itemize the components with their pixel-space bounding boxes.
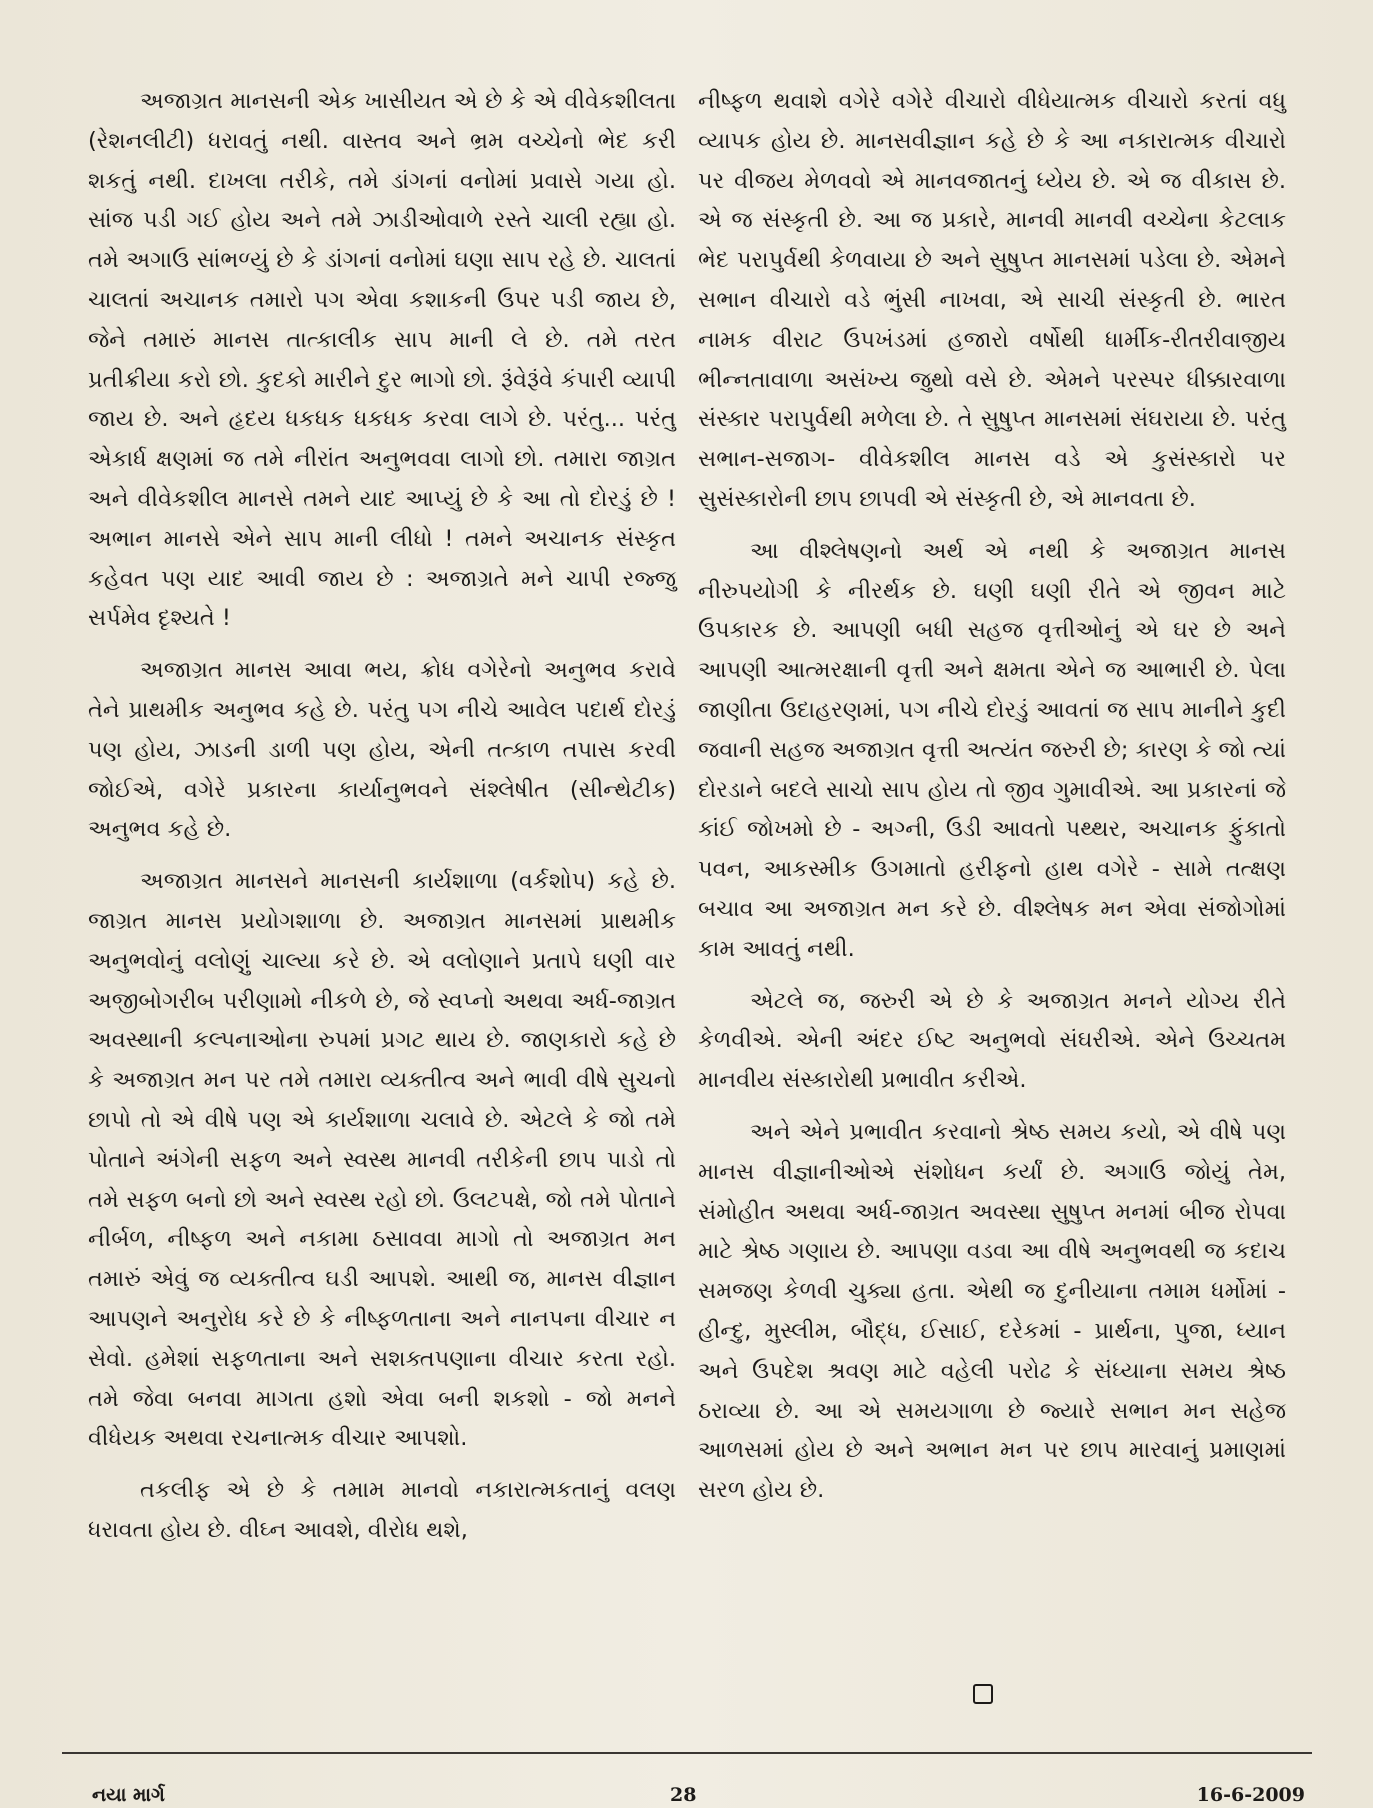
publication-name: નયા માર્ગ [92,1784,165,1806]
page-number: 28 [670,1784,697,1806]
paragraph: આ વીશ્લેષણનો અર્થ એ નથી કે અજાગ્રત માનસ નીરુપયોગી કે નીરર્થક છે. ઘણી ઘણી રીતે એ જીવન માટે ઉપકારક છે. આપણી બધી સહજ વૃત્તીઓનું એ ઘર છે અને આપણી આત્મરક્ષાની વૃત્તી અને ક્ષમતા એને જ આભારી છે. પેલા જાણીતા ઉદાહરણમાં, પગ નીચે દોરડું આવતાં જ સાપ માનીને કુદી જવાની સહજ અજાગ્રત વૃત્તી અત્યંત જરુરી છે; કારણ કે જો ત્યાં દોરડાને બદલે સાચો સાપ હોય તો જીવ ગુમાવીએ. આ પ્રકારનાં જે કાંઈ જોખમો છે - અગ્ની, ઉડી આવતો પથ્થર, અચાનક ફુંકાતો પવન, આકસ્મીક ઉગમાતો હરીફનો હાથ વગેરે - સામે તત્ક્ષણ બચાવ આ અજાગ્રત મન કરે છે. વીશ્લેષક મન એવા સંજોગોમાં કામ આવતું નથી. [698,537,1286,962]
end-of-article-icon [973,1684,993,1704]
paragraph: નીષ્ફળ થવાશે વગેરે વગેરે વીચારો વીધેયાત્મક વીચારો કરતાં વધુ વ્યાપક હોય છે. માનસવીજ્ઞાન કહે છે કે આ નકારાત્મક વીચારો પર વીજય મેળવવો એ માનવજાતનું ધ્યેય છે. એ જ વીકાસ છે. એ જ સંસ્કૃતી છે. આ જ પ્રકારે, માનવી માનવી વચ્ચેના કેટલાક ભેદ પરાપુર્વથી કેળવાયા છે અને સુષુપ્ત માનસમાં પડેલા છે. એમને સભાન વીચારો વડે ભુંસી નાખવા, એ સાચી સંસ્કૃતી છે. ભારત નામક વીરાટ ઉપખંડમાં હજારો વર્ષોથી ધાર્મીક-રીતરીવાજીય ભીન્નતાવાળા અસંખ્ય જુથો વસે છે. એમને પરસ્પર ધીક્કારવાળા સંસ્કાર પરાપુર્વથી મળેલા છે. તે સુષુપ્ત માનસમાં સંઘરાયા છે. પરંતુ સભાન-સજાગ- વીવેકશીલ માનસ વડે એ કુસંસ્કારો પર સુસંસ્કારોની છાપ છાપવી એ સંસ્કૃતી છે, એ માનવતા છે. [698,88,1286,512]
left-column [88,82,676,1563]
paragraph: તકલીફ એ છે કે તમામ માનવો નકારાત્મકતાનું વલણ ધરાવતા હોય છે. વીઘ્ન આવશે, વીરોધ થશે, [88,1477,676,1543]
issue-date: 16-6-2009 [1196,1784,1305,1806]
footer-divider [62,1752,1312,1754]
paragraph: અજાગ્રત માનસ આવા ભય, ક્રોધ વગેરેનો અનુભવ કરાવે તેને પ્રાથમીક અનુભવ કહે છે. પરંતુ પગ નીચે આવેલ પદાર્થ દોરડું પણ હોય, ઝાડની ડાળી પણ હોય, એની તત્કાળ તપાસ કરવી જોઈએ, વગેરે પ્રકારના કાર્યાનુભવને સંશ્લેષીત (સીન્થેટીક) અનુભવ કહે છે. [88,657,676,843]
paragraph: અજાગ્રત માનસની એક ખાસીયત એ છે કે એ વીવેકશીલતા (રેશનલીટી) ધરાવતું નથી. વાસ્તવ અને ભ્રમ વચ્ચેનો ભેદ કરી શકતું નથી. દાખલા તરીકે, તમે ડાંગનાં વનોમાં પ્રવાસે ગયા હો. સાંજ પડી ગઈ હોય અને તમે ઝાડીઓવાળે રસ્તે ચાલી રહ્યા હો. તમે અગાઉ સાંભળ્યું છે કે ડાંગનાં વનોમાં ઘણા સાપ રહે છે. ચાલતાં ચાલતાં અચાનક તમારો પગ એવા કશાકની ઉપર પડી જાય છે, જેને તમારું માનસ તાત્કાલીક સાપ માની લે છે. તમે તરત પ્રતીક્રીયા કરો છો. કુદકો મારીને દુર ભાગો છો. રૂંવેરૂંવે કંપારી વ્યાપી જાય છે. અને હૃદય ધકધક ધકધક કરવા લાગે છે. પરંતુ... પરંતુ એકાર્ધ ક્ષણમાં જ તમે નીરાંત અનુભવવા લાગો છો. તમારા જાગ્રત અને વીવેકશીલ માનસે તમને યાદ આપ્યું છે કે આ તો દોરડું છે ! અભાન માનસે એને સાપ માની લીધો ! તમને અચાનક સંસ્કૃત કહેવત પણ યાદ આવી જાય છે : અજાગ્રતે મને ચાપી રજ્જુ સર્પમેવ દૃશ્યતે ! [88,88,676,632]
paragraph: એટલે જ, જરુરી એ છે કે અજાગ્રત મનને યોગ્ય રીતે કેળવીએ. એની અંદર ઈષ્ટ અનુભવો સંઘરીએ. એને ઉચ્ચતમ માનવીય સંસ્કારોથી પ્રભાવીત કરીએ. [698,987,1286,1094]
right-column [698,82,1286,1523]
paragraph: અને એને પ્રભાવીત કરવાનો શ્રેષ્ઠ સમય કયો, એ વીષે પણ માનસ વીજ્ઞાનીઓએ સંશોધન કર્યાં છે. અગાઉ જોયું તેમ, સંમોહીત અથવા અર્ધ-જાગ્રત અવસ્થા સુષુપ્ત મનમાં બીજ રોપવા માટે શ્રેષ્ઠ ગણાય છે. આપણા વડવા આ વીષે અનુભવથી જ કદાચ સમજણ કેળવી ચુક્યા હતા. એથી જ દુનીયાના તમામ ધર્મોમાં - હીન્દુ, મુસ્લીમ, બૌદ્ધ, ઈસાઈ, દરેકમાં - પ્રાર્થના, પુજા, ધ્યાન અને ઉપદેશ શ્રવણ માટે વહેલી પરોઢ કે સંધ્યાના સમય શ્રેષ્ઠ ઠરાવ્યા છે. આ એ સમયગાળા છે જ્યારે સભાન મન સહેજ આળસમાં હોય છે અને અભાન મન પર છાપ મારવાનું પ્રમાણમાં સરળ હોય છે. [698,1118,1286,1504]
paragraph: અજાગ્રત માનસને માનસની કાર્યશાળા (વર્કશોપ) કહે છે. જાગ્રત માનસ પ્રયોગશાળા છે. અજાગ્રત માનસમાં પ્રાથમીક અનુભવોનું વલોણું ચાલ્યા કરે છે. એ વલોણાને પ્રતાપે ઘણી વાર અજીબોગરીબ પરીણામો નીકળે છે, જે સ્વપ્નો અથવા અર્ધ-જાગ્રત અવસ્થાની કલ્પનાઓના રુપમાં પ્રગટ થાય છે. જાણકારો કહે છે કે અજાગ્રત મન પર તમે તમારા વ્યક્તીત્વ અને ભાવી વીષે સુચનો છાપો તો એ વીષે પણ એ કાર્યશાળા ચલાવે છે. એટલે કે જો તમે પોતાને અંગેની સફળ અને સ્વસ્થ માનવી તરીકેની છાપ પાડો તો તમે સફળ બનો છો અને સ્વસ્થ રહો છો. ઉલટપક્ષે, જો તમે પોતાને નીર્બળ, નીષ્ફળ અને નકામા ઠસાવવા માગો તો અજાગ્રત મન તમારું એવું જ વ્યક્તીત્વ ઘડી આપશે. આથી જ, માનસ વીજ્ઞાન આપણને અનુરોધ કરે છે કે નીષ્ફળતાના અને નાનપના વીચાર ન સેવો. હમેશાં સફળતાના અને સશક્તપણાના વીચાર કરતા રહો. તમે જેવા બનવા માગતા હશો એવા બની શકશો - જો મનને વીધેયક અથવા રચનાત્મક વીચાર આપશો. [88,868,676,1452]
